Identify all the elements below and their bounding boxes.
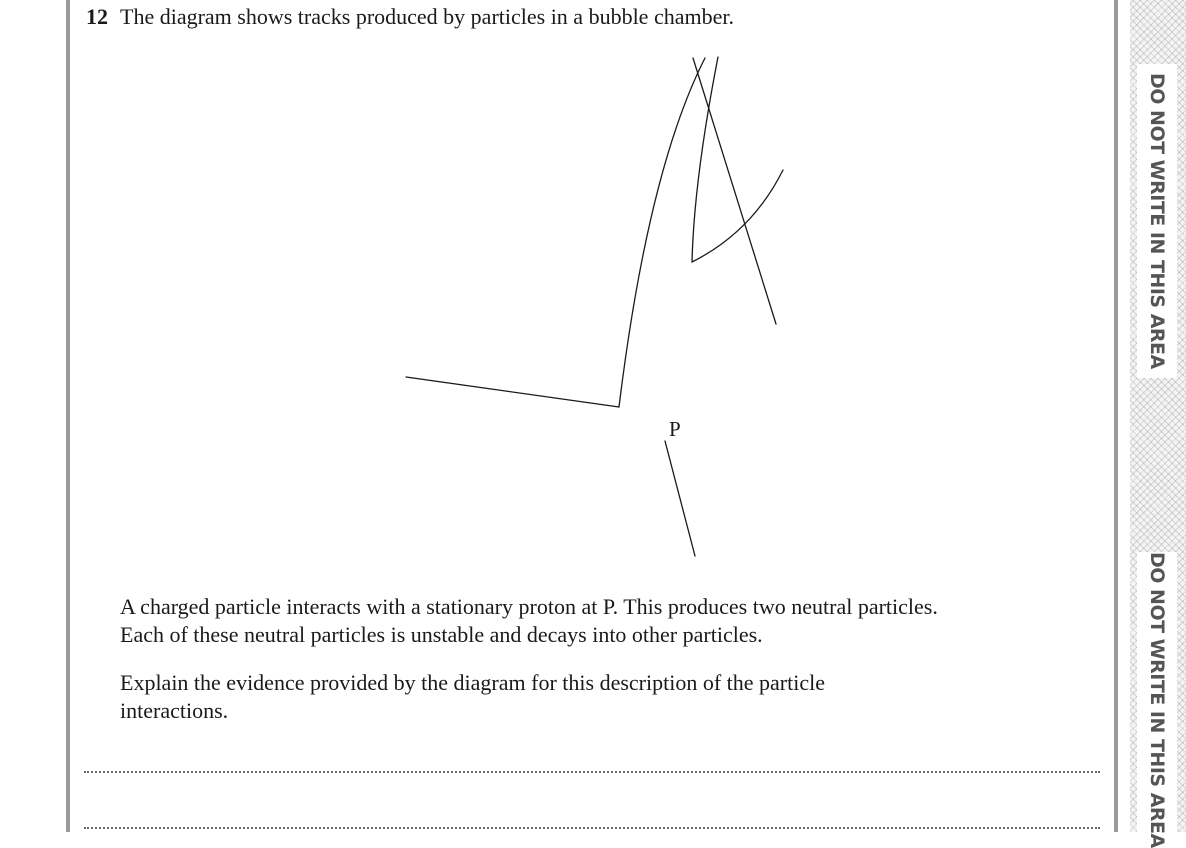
answer-line[interactable] bbox=[84, 771, 1100, 773]
outgoing-track-left bbox=[406, 377, 619, 407]
answer-line[interactable] bbox=[84, 827, 1100, 829]
question-number: 12 bbox=[86, 4, 108, 29]
incoming-track bbox=[665, 441, 695, 556]
straight-decay-track bbox=[693, 58, 776, 324]
point-p-label: P bbox=[669, 417, 681, 441]
task-paragraph: Explain the evidence provided by the diagram for this description of the particle interactions. bbox=[120, 670, 825, 723]
do-not-write-warning-bottom: DO NOT WRITE IN THIS AREA bbox=[1137, 552, 1177, 842]
vee-track-right bbox=[692, 170, 783, 262]
curved-track-long bbox=[619, 58, 705, 407]
description-paragraph: A charged particle interacts with a stationary proton at P. This produces two neutral particles. Each of these neutral particles is unstable and decays into other particles. bbox=[120, 594, 938, 647]
do-not-write-warning-top: DO NOT WRITE IN THIS AREA bbox=[1137, 64, 1177, 378]
vee-track-left bbox=[692, 57, 718, 262]
question-stem: The diagram shows tracks produced by particles in a bubble chamber. bbox=[120, 4, 734, 29]
